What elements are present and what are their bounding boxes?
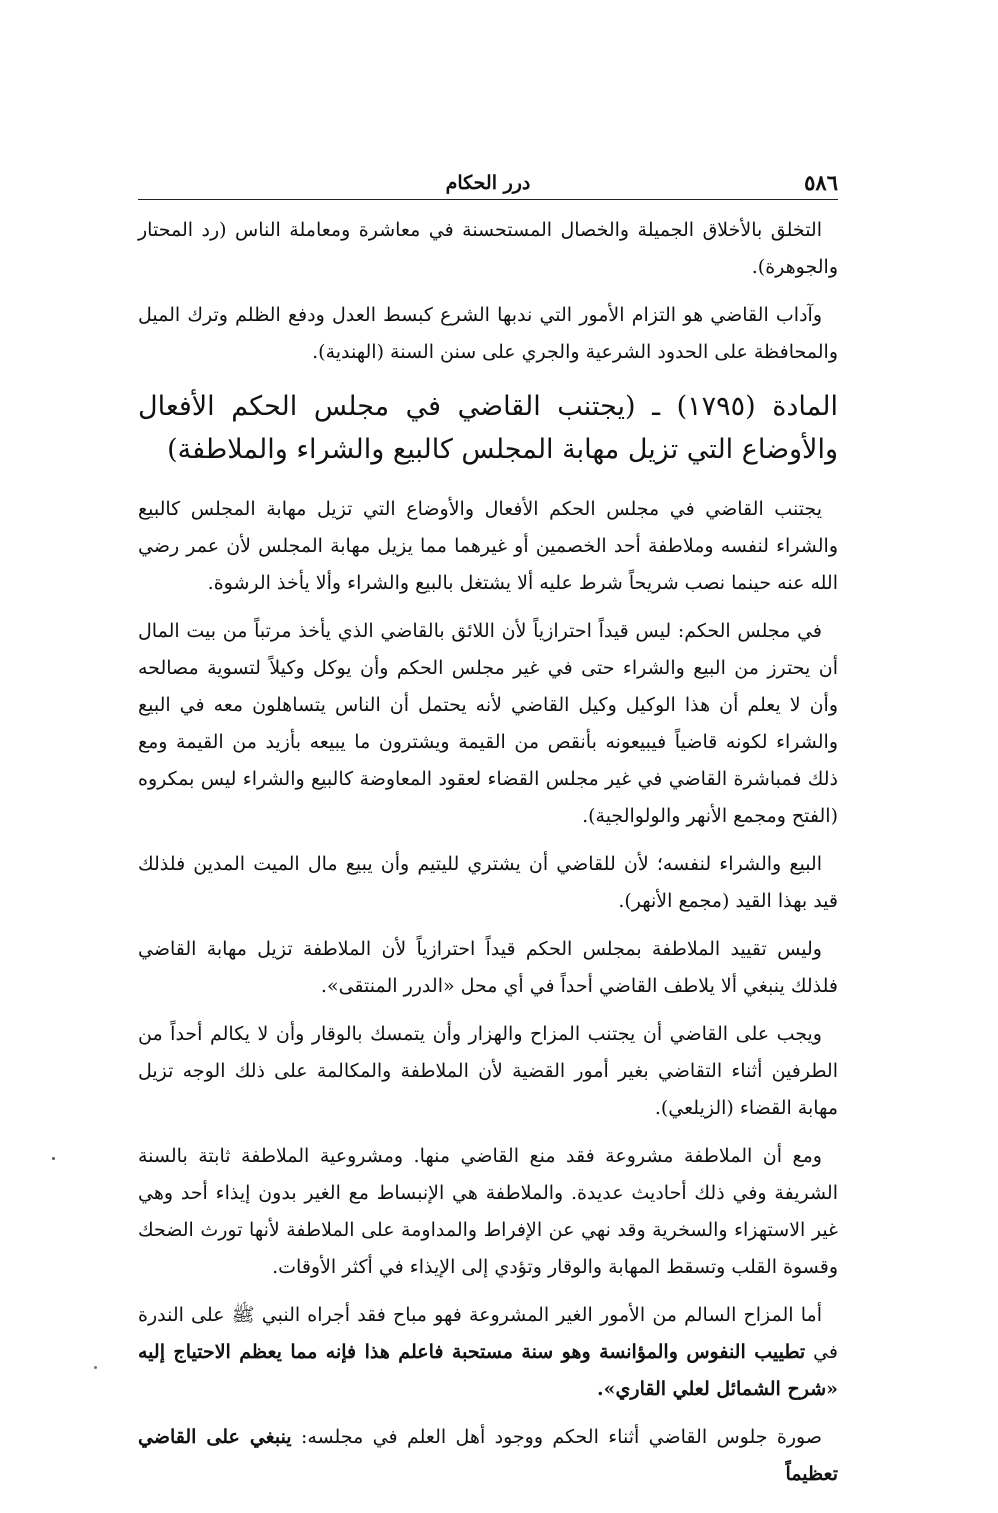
scan-speck <box>52 1157 55 1160</box>
paragraph: ويجب على القاضي أن يجتنب المزاح والهزار وأن يتمسك بالوقار وأن لا يكالم أحداً من الطرفين أثناء التقاضي بغير أمور القضية لأن الملاطفة والمكالمة على ذلك الوجه تزيل مهابة القضاء (الزيلعي). <box>138 1023 838 1119</box>
paragraph: ومع أن الملاطفة مشروعة فقد منع القاضي منها. ومشروعية الملاطفة ثابتة بالسنة الشريفة وفي ذلك أحاديث عديدة. والملاطفة هي الإنبساط مع الغير بدون إيذاء أحد وهي غير الاستهزاء والسخرية وقد نهي عن الإفراط والمداومة على الملاطفة لأنها تورث الضحك وقسوة القلب وتسقط المهابة والوقار وتؤدي إلى الإيذاء في أكثر الأوقات. <box>138 1145 838 1278</box>
paragraph-text: صورة جلوس القاضي أثناء الحكم ووجود أهل العلم في مجلسه: <box>291 1426 823 1448</box>
page-body <box>138 212 838 1504</box>
article-heading: المادة (١٧٩٥) ـ (يجتنب القاضي في مجلس الحكم الأفعال والأوضاع التي تزيل مهابة المجلس كالبيع والشراء والملاطفة) <box>138 391 838 465</box>
paragraph: التخلق بالأخلاق الجميلة والخصال المستحسنة في معاشرة ومعاملة الناس (رد المحتار والجوهرة). <box>138 219 838 278</box>
page-header <box>138 170 838 196</box>
paragraph: وآداب القاضي هو التزام الأمور التي ندبها الشرع كبسط العدل ودفع الظلم وترك الميل والمحافظة على الحدود الشرعية والجري على سنن السنة (الهندية). <box>138 304 838 363</box>
paragraph: يجتنب القاضي في مجلس الحكم الأفعال والأوضاع التي تزيل مهابة المجلس كالبيع والشراء لنفسه وملاطفة أحد الخصمين أو غيرهما مما يزيل مهابة المجلس لأن عمر رضي الله عنه حينما نصب شريحاً شرط عليه ألا يشتغل بالبيع والشراء وألا يأخذ الرشوة. <box>138 498 838 594</box>
running-title: درر الحكام <box>445 172 531 194</box>
paragraph-bold-text: ينبغي على القاضي تعظيماً <box>138 1426 838 1485</box>
paragraph <box>138 1297 838 1408</box>
scan-speck <box>94 1366 97 1369</box>
header-divider <box>138 199 838 200</box>
page-number: ٥٨٦ <box>804 170 838 195</box>
paragraph-bold-text: تطييب النفوس والمؤانسة وهو سنة مستحبة فاعلم هذا فإنه مما يعظم الاحتياج إليه «شرح الشمائل لعلي القاري». <box>138 1341 838 1400</box>
paragraph: البيع والشراء لنفسه؛ لأن للقاضي أن يشتري لليتيم وأن يبيع مال الميت المدين فلذلك قيد بهذا القيد (مجمع الأنهر). <box>138 853 838 912</box>
paragraph <box>138 1419 838 1493</box>
paragraph: وليس تقييد الملاطفة بمجلس الحكم قيداً احترازياً لأن الملاطفة تزيل مهابة القاضي فلذلك ينبغي ألا يلاطف القاضي أحداً في أي محل «الدرر المنتقى». <box>138 938 838 997</box>
paragraph: في مجلس الحكم: ليس قيداً احترازياً لأن اللائق بالقاضي الذي يأخذ مرتباً من بيت المال أن يحترز من البيع والشراء حتى في غير مجلس الحكم وأن يوكل وكيلاً لتسوية مصالحه وأن لا يعلم أن هذا الوكيل وكيل القاضي لأنه يحتمل أن الناس يتساهلون معه في البيع والشراء لكونه قاضياً فيبيعونه بأنقص من القيمة ويشترون ما يبيعه بأزيد من القيمة ومع ذلك فمباشرة القاضي في غير مجلس القضاء لعقود المعاوضة كالبيع والشراء ليس بمكروه (الفتح ومجمع الأنهر والولوالجية). <box>138 620 838 827</box>
paragraph-text: أما المزاح السالم من الأمور الغير المشروعة فهو مباح فقد أجراه النبي ﷺ على الندرة في <box>138 1304 838 1363</box>
